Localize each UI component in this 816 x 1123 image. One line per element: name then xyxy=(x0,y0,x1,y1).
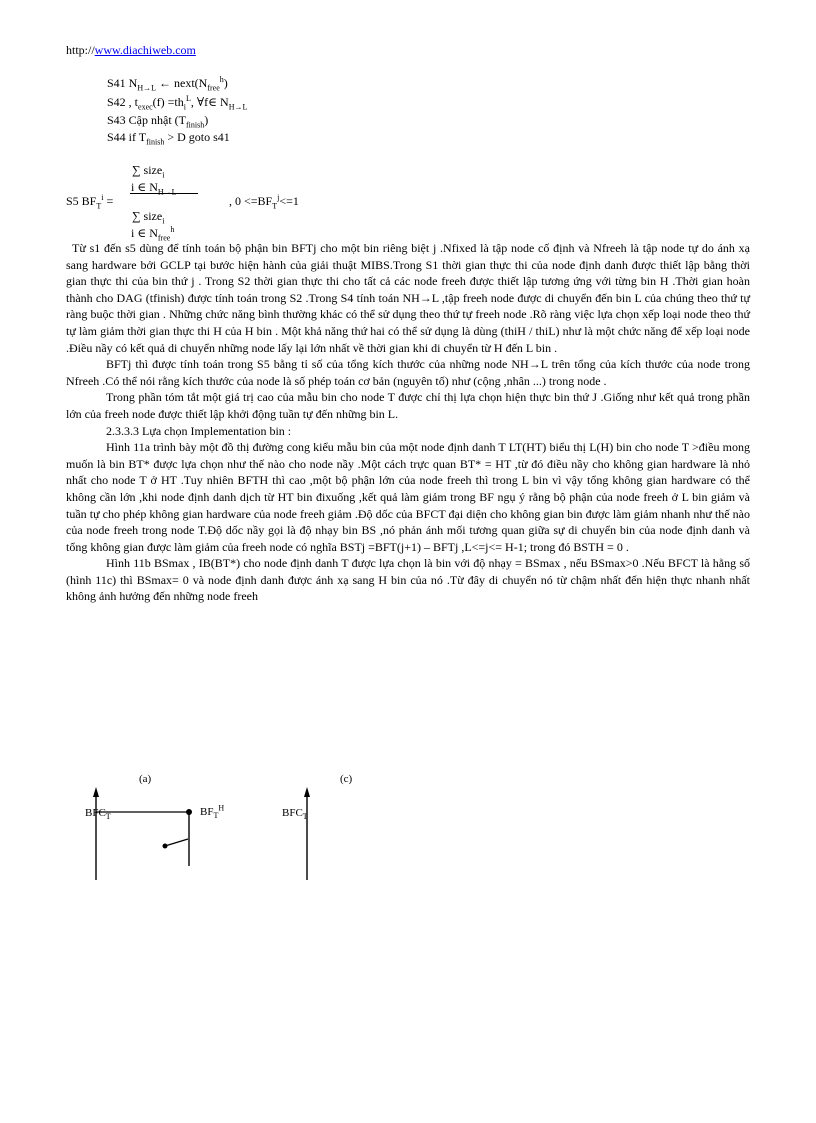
url-prefix: http:// xyxy=(66,43,95,57)
paragraph-3: Trong phần tóm tắt một giá trị cao của mẫu bin cho node T được chỉ thị lựa chọn hiện thực bin thứ J .Giống như kết quả trong phần lớn của freeh node được thiết lập khởi động tuần tự đến những bin L. xyxy=(66,390,750,421)
axis-a-arrow xyxy=(93,787,99,797)
paragraph-1: Từ s1 đến s5 dùng để tính toán bộ phận bin BFTj cho một bin riêng biệt j .Nfixed là tập node cố định và Nfreeh là tập node tự do ánh xạ sang hardware bởi GCLP tại bước hiện hành của giải thuật MIBS.Trong S1 thời gian thực thi của node định danh được thiết lập bằng thời gian thực thi của bin thứ j . Trong S2 thời gian thực thi cho tất cả các node freeh được thiết lập tương ứng với từng bin H .Thời gian hoàn thành cho DAG (tfinish) được tính toán trong S2 .Trong S4 tính toán NH→L ,tập freeh node được di chuyển đến bin L của chúng theo thứ tự ràng buộc thời gian . Những chức năng bình thường khác có thể sử dụng theo thứ tự freeh node .Rõ ràng việc lựa chọn xếp loại node theo thứ tự làm giảm thời gian thực thi H của H bin . Một khả năng thứ hai có thể sử dụng là dùng (thiH / thiL) như là một chức năng để xếp loại node .Điều nầy có kết quả di chuyển những node lấy lại lớn nhất về thời gian khi di chuyển từ H đến L bin . xyxy=(66,241,750,355)
formula-lhs: S5 $BF_T^i$ = xyxy=(66,193,114,211)
step-s43: S43 Cập nhật $(T_{finish})$ xyxy=(107,113,209,130)
bft-h-label: $BF_T^H$ xyxy=(200,803,225,821)
bfc-label-c: $BFC_T$ xyxy=(282,807,308,822)
paragraph-5: Hình 11a trình bày một đồ thị đường cong kiểu mẫu bin của một node định danh T LT(HT) biểu thị L(H) bin cho node T >điều mong muốn là bin BT* được lựa chọn như thế nào cho node nầy .Một cách trực quan BT* = HT ,từ đó điều nầy cho không gian hardware là nhỏ nhất cho node T ở HT .Tuy nhiên BFTH thì cao ,một bộ phận lớn của node freeh thì trong L bin vì vậy tổng không gian hardware có thể không cần lớn ,khi node định danh dịch từ HT bin đixuống ,kết quả làm giảm trong BF ngụ ý rằng bộ phận của node freeh ở L bin giảm và tuần tự cho phép không gian hardware của node freeh giảm .Độ dốc của BFCT đại diện cho không gian bin được làm giảm nhanh như thế nào của node freeh trong node T.Độ dốc nầy gọi là độ nhạy bin BS ,nó phản ánh mối tương quan giữa sự di chuyển bin của node định danh và tổng không gian được làm giảm của freeh node có nghĩa BSTj =BFT(j+1) – BFTj ,L<=j<= H-1; trong đó BSTH = 0 . xyxy=(66,440,750,554)
paragraph-6: Hình 11b BSmax , IB(BT*) cho node định danh T được lựa chọn là bin với độ nhạy = BSmax , nếu BSmax>0 .Nếu BFCT là hằng số (hình 11c) thì BSmax= 0 và node định danh được ánh xạ sang H bin của nó .Từ đây di chuyển nó từ chậm nhất đến hiện thực nhanh nhất không ảnh hưởng đến những node freeh xyxy=(66,556,750,604)
formula-numerator-set: i ∈ $N_{H\to L}$ xyxy=(131,180,177,197)
section-heading: 2.3.3.3 Lựa chọn Implementation bin : xyxy=(106,423,292,438)
header-link[interactable]: www.diachiweb.com xyxy=(94,43,196,57)
bfc-label-a: $BFC_T$ xyxy=(85,807,111,822)
step-s42: S42 , $t_{exec}(f) =th_i^L$, ∀f∈ $N_{H\to L}$ xyxy=(107,94,248,112)
formula-numerator-sum: ∑ size$_i$ xyxy=(132,163,165,180)
formula-denominator-sum: ∑ size$_i$ xyxy=(132,209,165,226)
paragraph-2: BFTj thì được tính toán trong S5 bằng tỉ số của tổng kích thước của những node NH→L trên tổng của kích thước của node trong Nfreeh .Có thể nói rằng kích thước của node là số phép toán cơ bản (nguyên tố) như (cộng ,nhân ...) trong node . xyxy=(66,357,750,388)
step-s41: S41 $N_{H\to L}$ ← $next(N_{free}^h)$ xyxy=(107,75,228,93)
formula-denominator-set: i ∈ $N_{free}^h$ xyxy=(131,225,175,243)
formula-range: , $0 <=BF_T^j<=1$ xyxy=(229,193,299,211)
figure-label-a: (a) xyxy=(139,773,152,785)
step-s44: S44 if $T_{finish} > D$ goto s41 xyxy=(107,130,230,147)
figure-label-c: (c) xyxy=(340,773,353,785)
curve-a-segment xyxy=(165,839,188,846)
axis-c-arrow xyxy=(304,787,310,797)
point-h xyxy=(186,809,192,815)
